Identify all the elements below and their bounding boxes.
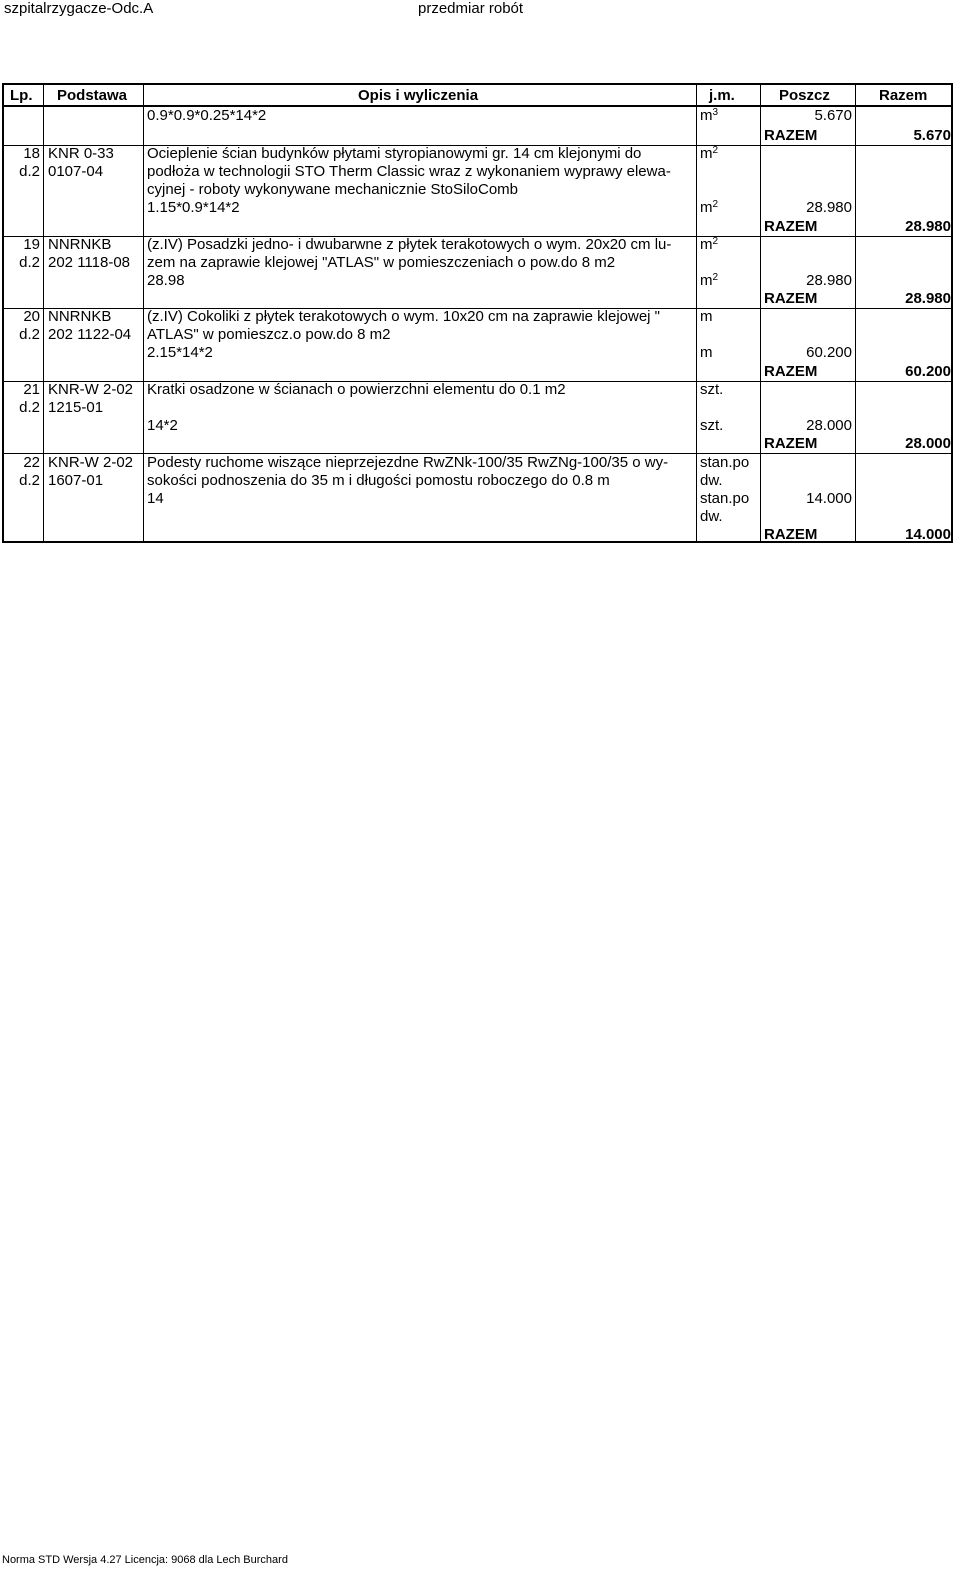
column-divider	[43, 85, 44, 541]
item-unit: m	[700, 308, 713, 325]
item-razem: 28.980	[905, 290, 951, 307]
item-lp: 19	[23, 236, 40, 253]
item-calculation: 2.15*14*2	[147, 344, 213, 361]
item-razem: 28.000	[905, 435, 951, 452]
column-header-lp: Lp.	[10, 87, 33, 104]
item-poszcz: 28.980	[806, 199, 852, 216]
estimate-table	[2, 83, 953, 543]
column-divider	[760, 85, 761, 541]
item-description-line: podłoża w technologii STO Therm Classic wraz z wykonaniem wyprawy elewa-	[147, 163, 671, 180]
item-calculation: 14	[147, 490, 164, 507]
carry-razem-label: RAZEM	[764, 127, 818, 144]
column-header-podstawa: Podstawa	[57, 87, 128, 104]
column-header-poszcz: Poszcz	[779, 87, 830, 104]
document-subtitle: przedmiar robót	[418, 0, 524, 17]
item-lp: 21	[23, 381, 40, 398]
item-calc-unit: $m^2$	[700, 199, 719, 216]
carry-unit: $m^3$	[700, 107, 719, 124]
item-razem: 14.000	[905, 526, 951, 543]
item-razem: 28.980	[905, 218, 951, 235]
item-poszcz: 28.980	[806, 272, 852, 289]
item-lp: 18	[23, 145, 40, 162]
carry-razem: 5.670	[913, 127, 951, 144]
item-description-line: ATLAS" w pomieszcz.o pow.do 8 m2	[147, 326, 391, 343]
item-basis: KNR 0-33	[48, 145, 114, 162]
column-header-opis: Opis i wyliczenia	[358, 87, 479, 104]
item-calculation: 1.15*0.9*14*2	[147, 199, 240, 216]
column-divider	[855, 85, 856, 541]
item-basis: NNRNKB	[48, 308, 112, 325]
document-title: szpitalrzygacze-Odc.A	[4, 0, 154, 17]
item-basis-code: 1607-01	[48, 472, 104, 489]
column-divider	[696, 85, 697, 541]
item-calc-unit: stan.po	[700, 490, 750, 507]
item-unit: $m^2$	[700, 236, 719, 253]
item-description-line: cyjnej - roboty wykonywane mechanicznie StoSiloComb	[147, 181, 519, 198]
item-razem-label: RAZEM	[764, 290, 818, 307]
item-description-line: zem na zaprawie klejowej "ATLAS" w pomieszczeniach o pow.do 8 m2	[147, 254, 616, 271]
item-calc-unit: m	[700, 344, 713, 361]
item-poszcz: 28.000	[806, 417, 852, 434]
item-calc-unit-line2: dw.	[700, 508, 723, 525]
item-unit: stan.po	[700, 454, 750, 471]
column-header-jm: j.m.	[709, 87, 735, 104]
item-lp-division: d.2	[19, 326, 40, 343]
item-razem-label: RAZEM	[764, 526, 818, 543]
item-basis-code: 202 1118-08	[48, 254, 131, 271]
item-lp: 22	[23, 454, 40, 471]
item-lp-division: d.2	[19, 163, 40, 180]
column-header-razem: Razem	[879, 87, 928, 104]
item-poszcz: 60.200	[806, 344, 852, 361]
item-calculation: 14*2	[147, 417, 178, 434]
item-description-line: (z.IV) Posadzki jedno- i dwubarwne z płytek terakotowych o wym. 20x20 cm lu-	[147, 236, 672, 253]
item-description-line: Podesty ruchome wiszące nieprzejezdne RwZNk-100/35 RwZNg-100/35 o wy-	[147, 454, 669, 471]
item-calc-unit: $m^2$	[700, 272, 719, 289]
item-basis-code: 0107-04	[48, 163, 104, 180]
item-unit: $m^2$	[700, 145, 719, 162]
item-basis-code: 1215-01	[48, 399, 104, 416]
item-unit: szt.	[700, 381, 724, 398]
item-description-line: (z.IV) Cokoliki z płytek terakotowych o wym. 10x20 cm na zaprawie klejowej "	[147, 308, 661, 325]
item-calc-unit: szt.	[700, 417, 724, 434]
footer-license: Norma STD Wersja 4.27 Licencja: 9068 dla Lech Burchard	[2, 1554, 288, 1566]
item-basis-code: 202 1122-04	[48, 326, 132, 343]
carry-poszcz: 5.670	[814, 107, 852, 124]
item-unit-line2: dw.	[700, 472, 723, 489]
item-calculation: 28.98	[147, 272, 185, 289]
column-divider	[143, 85, 144, 541]
item-razem: 60.200	[905, 363, 951, 380]
item-lp-division: d.2	[19, 472, 40, 489]
item-basis: KNR-W 2-02	[48, 381, 134, 398]
item-basis: NNRNKB	[48, 236, 112, 253]
carry-calculation: 0.9*0.9*0.25*14*2	[147, 107, 267, 124]
item-lp: 20	[23, 308, 40, 325]
item-description-line: sokości podnoszenia do 35 m i długości pomostu roboczego do 0.8 m	[147, 472, 610, 489]
item-poszcz: 14.000	[806, 490, 852, 507]
item-razem-label: RAZEM	[764, 363, 818, 380]
item-razem-label: RAZEM	[764, 218, 818, 235]
item-description-line: Ocieplenie ścian budynków płytami styropianowymi gr. 14 cm klejonymi do	[147, 145, 642, 162]
item-basis: KNR-W 2-02	[48, 454, 134, 471]
item-lp-division: d.2	[19, 399, 40, 416]
item-razem-label: RAZEM	[764, 435, 818, 452]
item-lp-division: d.2	[19, 254, 40, 271]
item-description-line: Kratki osadzone w ścianach o powierzchni elementu do 0.1 m2	[147, 381, 566, 398]
